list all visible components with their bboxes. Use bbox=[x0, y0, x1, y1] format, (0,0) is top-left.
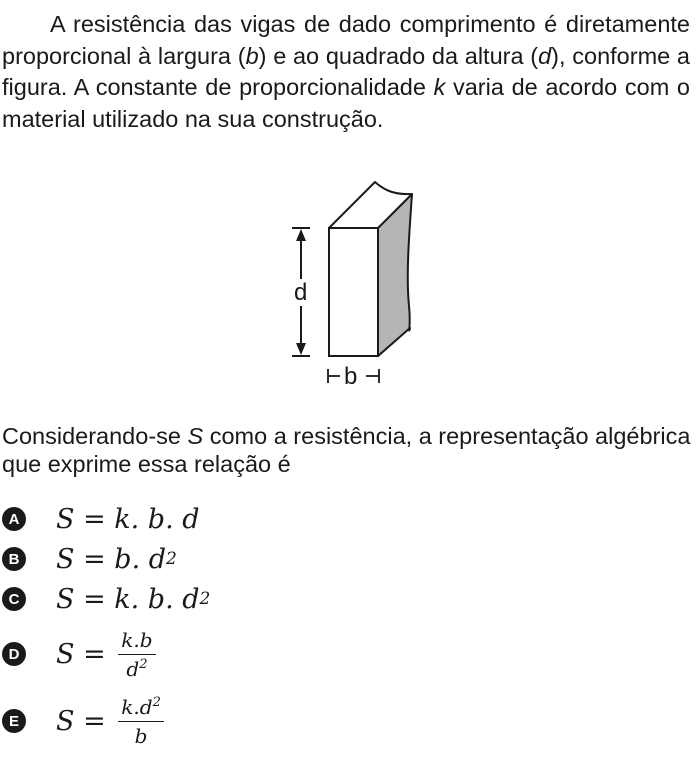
option-e[interactable] bbox=[2, 693, 164, 749]
variable-d: d bbox=[538, 42, 552, 69]
formula-text: S = k. b. d bbox=[56, 583, 200, 615]
question-intro-text bbox=[2, 9, 690, 135]
denominator-exponent: 2 bbox=[139, 656, 148, 672]
option-letter-a: A bbox=[2, 507, 26, 531]
option-d[interactable] bbox=[2, 627, 156, 681]
option-b[interactable] bbox=[2, 539, 177, 579]
intro-text-4: varia de acordo com o material utilizado na sua construção. bbox=[2, 74, 690, 132]
option-d-formula bbox=[56, 628, 156, 681]
fraction bbox=[118, 628, 155, 681]
numerator-text: k.d bbox=[121, 694, 153, 719]
fraction-denominator bbox=[135, 722, 148, 748]
beam-front-face bbox=[329, 228, 378, 356]
intro-text-3: ), conforme a figura. A constante de proporcionalidade bbox=[2, 42, 691, 100]
numerator-text: k.b bbox=[121, 627, 153, 652]
prompt-text-1: Considerando-se bbox=[2, 423, 188, 449]
intro-text-1: A resistência das vigas de dado comprimento é diretamente proporcional à largura ( bbox=[2, 11, 690, 69]
intro-text-2: ) e ao quadrado da altura ( bbox=[258, 42, 539, 69]
question-prompt bbox=[2, 422, 692, 478]
variable-s: S bbox=[187, 423, 204, 449]
beam-figure bbox=[280, 176, 430, 386]
prompt-text-2: como a resistência, a representação algébrica que exprime essa relação é bbox=[2, 423, 691, 477]
option-a[interactable] bbox=[2, 499, 200, 539]
option-letter-c: C bbox=[2, 587, 26, 611]
option-c-formula: S = k. b. d 2 bbox=[56, 583, 211, 615]
formula-text: S = k. b. d bbox=[56, 503, 200, 535]
option-letter-e: E bbox=[2, 709, 26, 733]
option-e-formula bbox=[56, 695, 164, 748]
height-label: d bbox=[294, 279, 308, 306]
numerator-exponent: 2 bbox=[152, 694, 161, 710]
formula-text: S = bbox=[56, 705, 115, 737]
fraction-denominator bbox=[126, 655, 147, 681]
fraction-numerator bbox=[118, 695, 164, 722]
denominator-text: b bbox=[134, 723, 148, 748]
denominator-text: d bbox=[126, 656, 140, 681]
option-a-formula bbox=[56, 504, 200, 535]
fraction bbox=[118, 695, 164, 748]
formula-text: S = bbox=[56, 638, 115, 670]
width-label: b bbox=[344, 363, 358, 386]
variable-b: b bbox=[245, 42, 259, 69]
option-letter-d: D bbox=[2, 642, 26, 666]
option-letter-b: B bbox=[2, 547, 26, 571]
variable-k: k bbox=[433, 74, 446, 100]
option-c[interactable] bbox=[2, 579, 210, 619]
fraction-numerator bbox=[118, 628, 155, 655]
formula-text: S = b. d bbox=[56, 543, 167, 575]
option-b-formula: S = b. d 2 bbox=[56, 543, 177, 575]
